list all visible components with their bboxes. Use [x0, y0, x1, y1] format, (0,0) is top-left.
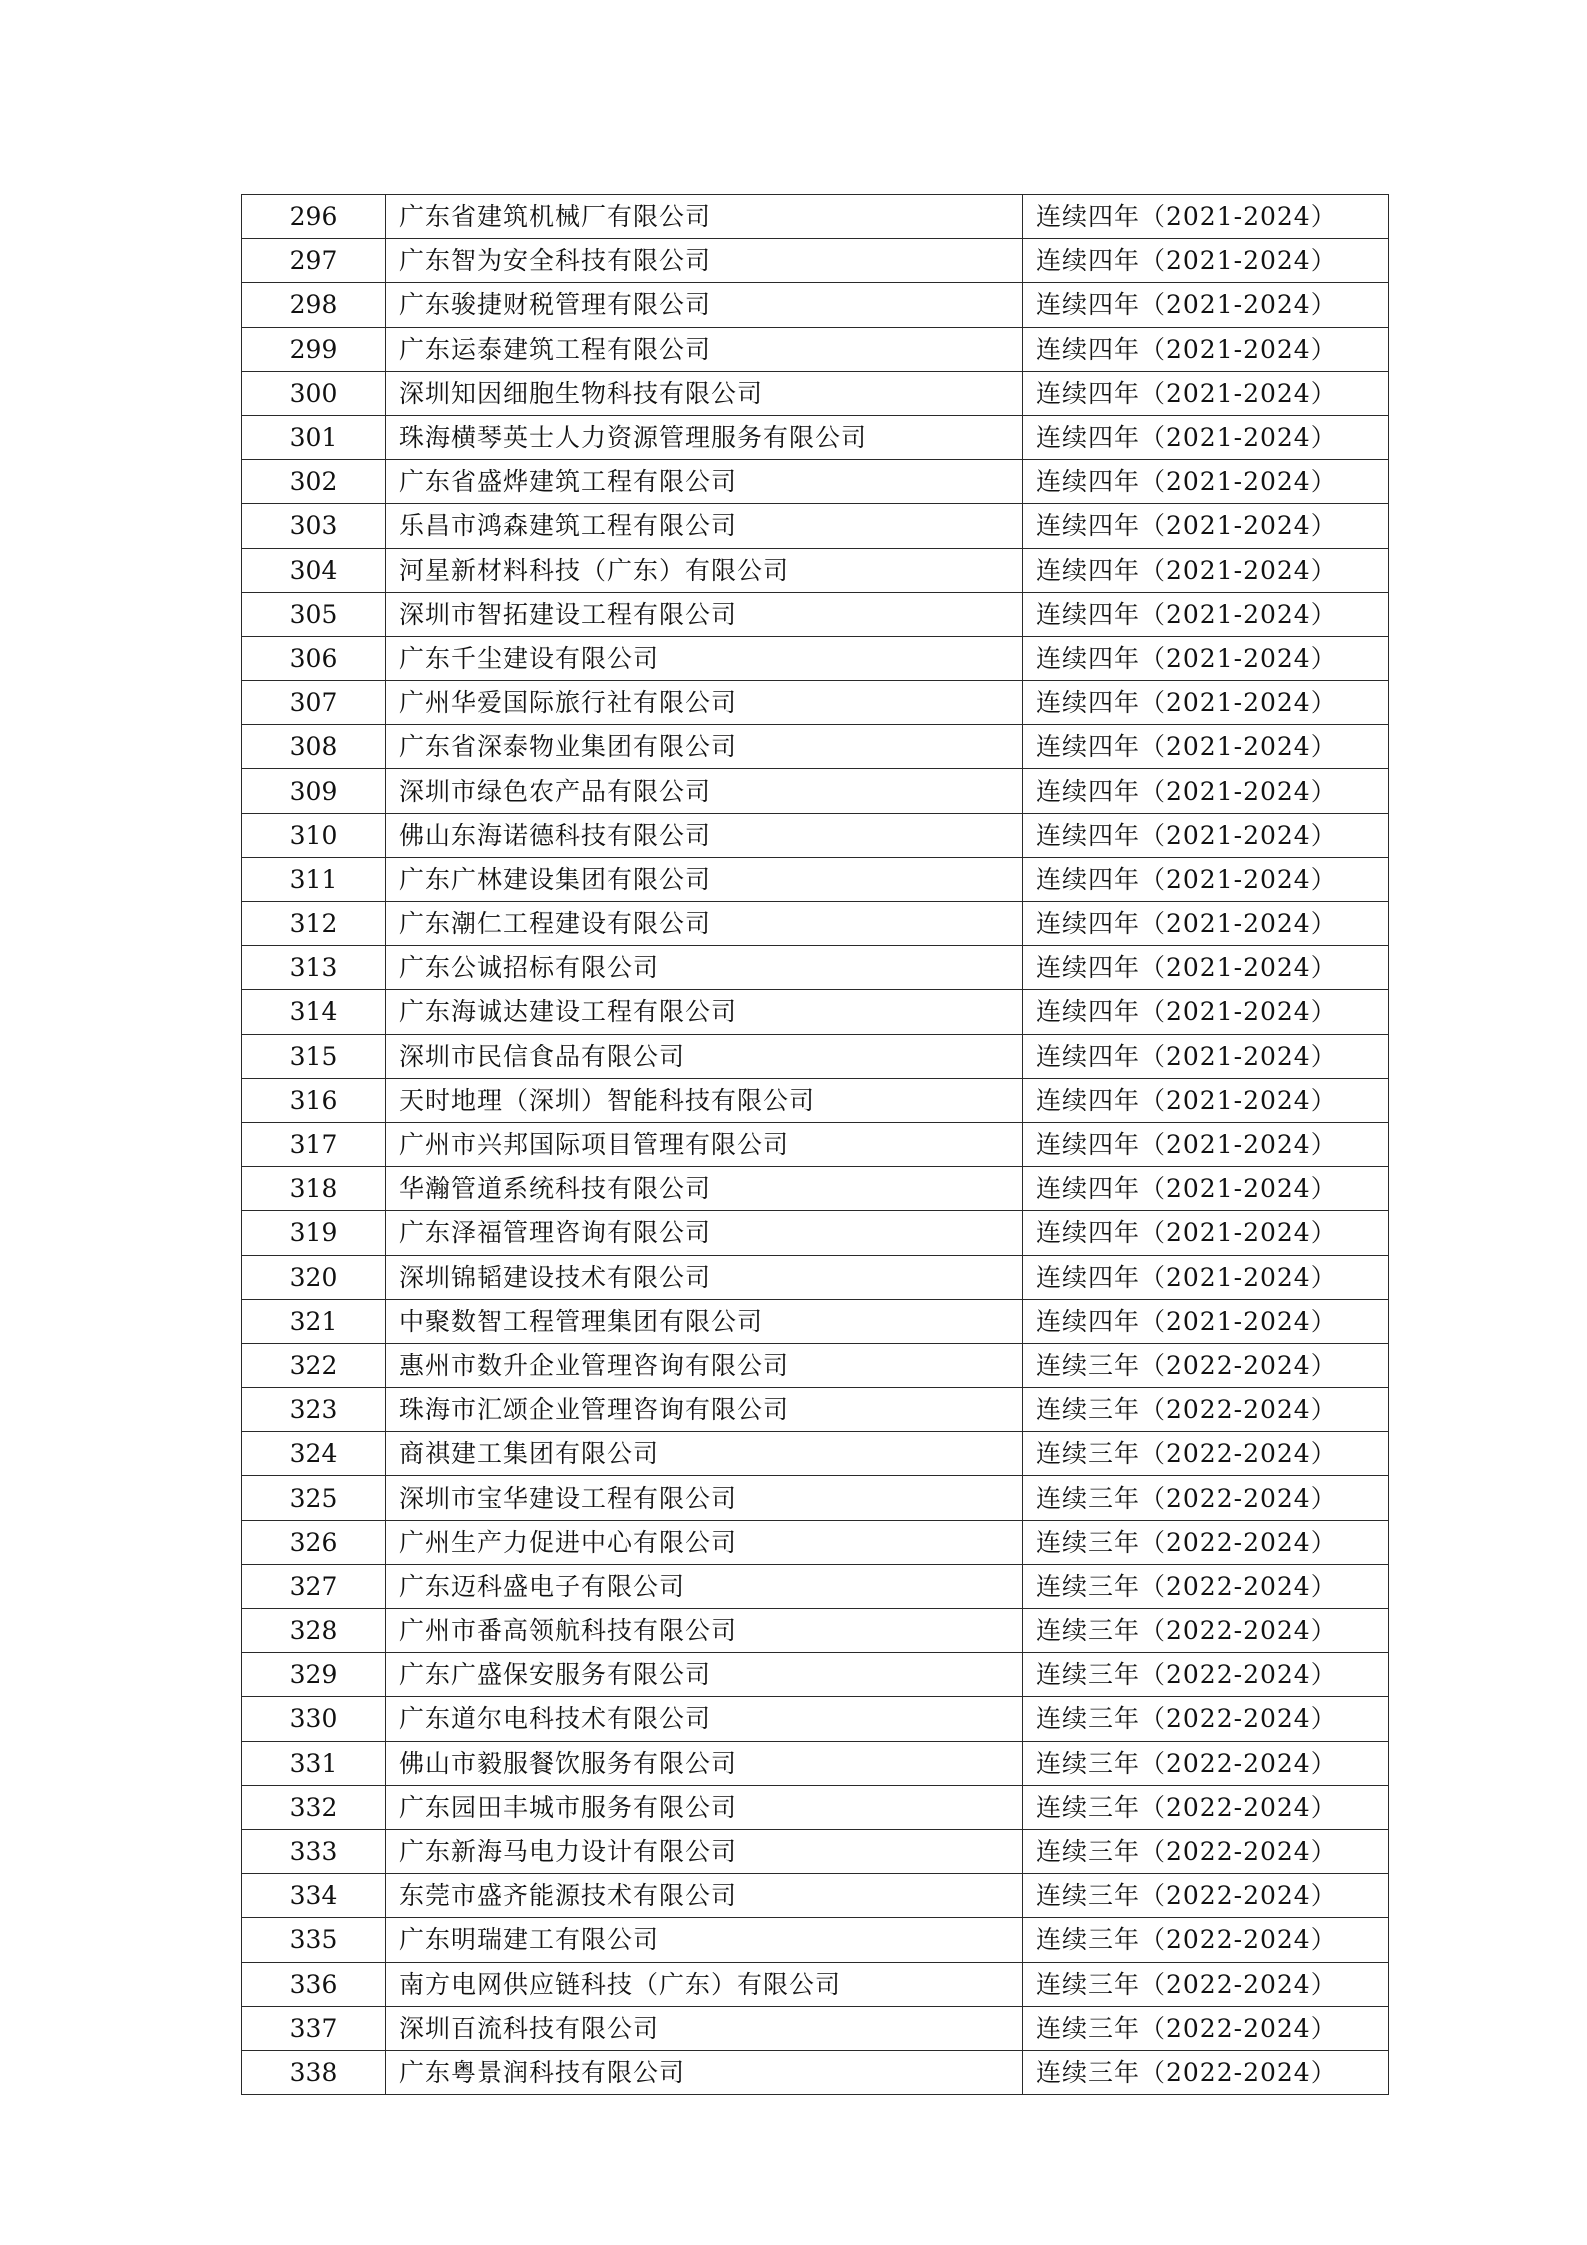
row-number-cell: 338 [242, 2050, 386, 2094]
table-row [242, 990, 1389, 1034]
row-number-cell: 331 [242, 1741, 386, 1785]
table-row [242, 1476, 1389, 1520]
award-status-cell: 连续四年（2021-2024） [1023, 769, 1389, 813]
award-status-cell: 连续四年（2021-2024） [1023, 636, 1389, 680]
table-row [242, 1653, 1389, 1697]
table-row [242, 1343, 1389, 1387]
company-name-cell: 广东省深泰物业集团有限公司 [386, 725, 1023, 769]
company-name-cell: 深圳市民信食品有限公司 [386, 1034, 1023, 1078]
company-name-cell: 广东省盛烨建筑工程有限公司 [386, 460, 1023, 504]
company-name-cell: 惠州市数升企业管理咨询有限公司 [386, 1343, 1023, 1387]
row-number-cell: 329 [242, 1653, 386, 1697]
row-number-cell: 308 [242, 725, 386, 769]
table-row [242, 1564, 1389, 1608]
row-number-cell: 315 [242, 1034, 386, 1078]
award-status-cell: 连续三年（2022-2024） [1023, 1918, 1389, 1962]
table-row [242, 504, 1389, 548]
row-number-cell: 297 [242, 239, 386, 283]
award-status-cell: 连续四年（2021-2024） [1023, 857, 1389, 901]
row-number-cell: 335 [242, 1918, 386, 1962]
award-status-cell: 连续四年（2021-2024） [1023, 283, 1389, 327]
row-number-cell: 305 [242, 592, 386, 636]
award-status-cell: 连续三年（2022-2024） [1023, 1962, 1389, 2006]
row-number-cell: 330 [242, 1697, 386, 1741]
award-status-cell: 连续四年（2021-2024） [1023, 813, 1389, 857]
company-name-cell: 深圳市绿色农产品有限公司 [386, 769, 1023, 813]
table-row [242, 283, 1389, 327]
table-row [242, 195, 1389, 239]
table-row [242, 1520, 1389, 1564]
company-name-cell: 广东新海马电力设计有限公司 [386, 1829, 1023, 1873]
table-body [242, 195, 1389, 2095]
table-row [242, 1299, 1389, 1343]
table-row [242, 1874, 1389, 1918]
row-number-cell: 323 [242, 1388, 386, 1432]
award-status-cell: 连续四年（2021-2024） [1023, 1034, 1389, 1078]
row-number-cell: 333 [242, 1829, 386, 1873]
award-status-cell: 连续三年（2022-2024） [1023, 1476, 1389, 1520]
company-name-cell: 深圳锦韬建设技术有限公司 [386, 1255, 1023, 1299]
company-name-cell: 广东明瑞建工有限公司 [386, 1918, 1023, 1962]
table-row [242, 725, 1389, 769]
company-name-cell: 乐昌市鸿森建筑工程有限公司 [386, 504, 1023, 548]
company-name-cell: 广东广盛保安服务有限公司 [386, 1653, 1023, 1697]
award-status-cell: 连续四年（2021-2024） [1023, 681, 1389, 725]
row-number-cell: 303 [242, 504, 386, 548]
row-number-cell: 301 [242, 415, 386, 459]
company-name-cell: 深圳百流科技有限公司 [386, 2006, 1023, 2050]
table-row [242, 1697, 1389, 1741]
table-row [242, 1741, 1389, 1785]
company-name-cell: 东莞市盛齐能源技术有限公司 [386, 1874, 1023, 1918]
award-status-cell: 连续四年（2021-2024） [1023, 1078, 1389, 1122]
company-name-cell: 深圳市智拓建设工程有限公司 [386, 592, 1023, 636]
table-row [242, 460, 1389, 504]
table-row [242, 1785, 1389, 1829]
row-number-cell: 324 [242, 1432, 386, 1476]
table-row [242, 548, 1389, 592]
award-status-cell: 连续四年（2021-2024） [1023, 1122, 1389, 1166]
award-status-cell: 连续四年（2021-2024） [1023, 415, 1389, 459]
row-number-cell: 334 [242, 1874, 386, 1918]
row-number-cell: 304 [242, 548, 386, 592]
row-number-cell: 298 [242, 283, 386, 327]
company-name-cell: 广东迈科盛电子有限公司 [386, 1564, 1023, 1608]
company-name-cell: 广州市番高领航科技有限公司 [386, 1609, 1023, 1653]
table-row [242, 1609, 1389, 1653]
row-number-cell: 336 [242, 1962, 386, 2006]
company-name-cell: 广东泽福管理咨询有限公司 [386, 1211, 1023, 1255]
table-row [242, 371, 1389, 415]
award-status-cell: 连续三年（2022-2024） [1023, 1564, 1389, 1608]
row-number-cell: 317 [242, 1122, 386, 1166]
table-row [242, 636, 1389, 680]
award-status-cell: 连续四年（2021-2024） [1023, 1211, 1389, 1255]
row-number-cell: 318 [242, 1167, 386, 1211]
row-number-cell: 319 [242, 1211, 386, 1255]
award-status-cell: 连续三年（2022-2024） [1023, 2050, 1389, 2094]
company-name-cell: 珠海横琴英士人力资源管理服务有限公司 [386, 415, 1023, 459]
award-status-cell: 连续三年（2022-2024） [1023, 1697, 1389, 1741]
company-name-cell: 广东广林建设集团有限公司 [386, 857, 1023, 901]
company-name-cell: 珠海市汇颂企业管理咨询有限公司 [386, 1388, 1023, 1432]
award-status-cell: 连续四年（2021-2024） [1023, 460, 1389, 504]
company-name-cell: 中聚数智工程管理集团有限公司 [386, 1299, 1023, 1343]
award-status-cell: 连续三年（2022-2024） [1023, 1653, 1389, 1697]
table-row [242, 1211, 1389, 1255]
company-name-cell: 广东潮仁工程建设有限公司 [386, 902, 1023, 946]
row-number-cell: 307 [242, 681, 386, 725]
company-name-cell: 河星新材料科技（广东）有限公司 [386, 548, 1023, 592]
row-number-cell: 311 [242, 857, 386, 901]
table-row [242, 1167, 1389, 1211]
company-name-cell: 南方电网供应链科技（广东）有限公司 [386, 1962, 1023, 2006]
company-name-cell: 广东道尔电科技术有限公司 [386, 1697, 1023, 1741]
award-status-cell: 连续三年（2022-2024） [1023, 1874, 1389, 1918]
company-name-cell: 广东粤景润科技有限公司 [386, 2050, 1023, 2094]
award-status-cell: 连续三年（2022-2024） [1023, 1388, 1389, 1432]
row-number-cell: 332 [242, 1785, 386, 1829]
company-name-cell: 天时地理（深圳）智能科技有限公司 [386, 1078, 1023, 1122]
award-status-cell: 连续三年（2022-2024） [1023, 2006, 1389, 2050]
table-row [242, 1078, 1389, 1122]
table-row [242, 327, 1389, 371]
company-name-cell: 广东海诚达建设工程有限公司 [386, 990, 1023, 1034]
award-status-cell: 连续三年（2022-2024） [1023, 1741, 1389, 1785]
table-row [242, 1255, 1389, 1299]
table-row [242, 946, 1389, 990]
company-name-cell: 广东千尘建设有限公司 [386, 636, 1023, 680]
table-row [242, 1829, 1389, 1873]
row-number-cell: 325 [242, 1476, 386, 1520]
table-row [242, 1034, 1389, 1078]
award-status-cell: 连续四年（2021-2024） [1023, 1255, 1389, 1299]
row-number-cell: 322 [242, 1343, 386, 1387]
company-name-cell: 华瀚管道系统科技有限公司 [386, 1167, 1023, 1211]
row-number-cell: 306 [242, 636, 386, 680]
award-status-cell: 连续三年（2022-2024） [1023, 1785, 1389, 1829]
row-number-cell: 321 [242, 1299, 386, 1343]
table-row [242, 902, 1389, 946]
row-number-cell: 314 [242, 990, 386, 1034]
company-name-cell: 广东骏捷财税管理有限公司 [386, 283, 1023, 327]
row-number-cell: 312 [242, 902, 386, 946]
row-number-cell: 299 [242, 327, 386, 371]
award-status-cell: 连续四年（2021-2024） [1023, 239, 1389, 283]
company-name-cell: 佛山市毅服餐饮服务有限公司 [386, 1741, 1023, 1785]
company-name-cell: 广州生产力促进中心有限公司 [386, 1520, 1023, 1564]
table-row [242, 592, 1389, 636]
company-name-cell: 商祺建工集团有限公司 [386, 1432, 1023, 1476]
table-row [242, 769, 1389, 813]
company-name-cell: 广东智为安全科技有限公司 [386, 239, 1023, 283]
row-number-cell: 326 [242, 1520, 386, 1564]
table-row [242, 239, 1389, 283]
table-row [242, 415, 1389, 459]
table-row [242, 1432, 1389, 1476]
table-row [242, 681, 1389, 725]
table-row [242, 2050, 1389, 2094]
award-status-cell: 连续三年（2022-2024） [1023, 1520, 1389, 1564]
row-number-cell: 320 [242, 1255, 386, 1299]
award-status-cell: 连续四年（2021-2024） [1023, 1299, 1389, 1343]
award-status-cell: 连续四年（2021-2024） [1023, 1167, 1389, 1211]
row-number-cell: 296 [242, 195, 386, 239]
award-status-cell: 连续四年（2021-2024） [1023, 725, 1389, 769]
company-name-cell: 深圳市宝华建设工程有限公司 [386, 1476, 1023, 1520]
row-number-cell: 309 [242, 769, 386, 813]
award-status-cell: 连续四年（2021-2024） [1023, 371, 1389, 415]
table-row [242, 813, 1389, 857]
company-name-cell: 广州华爱国际旅行社有限公司 [386, 681, 1023, 725]
award-status-cell: 连续四年（2021-2024） [1023, 548, 1389, 592]
row-number-cell: 313 [242, 946, 386, 990]
row-number-cell: 327 [242, 1564, 386, 1608]
table-row [242, 1918, 1389, 1962]
company-name-cell: 深圳知因细胞生物科技有限公司 [386, 371, 1023, 415]
row-number-cell: 328 [242, 1609, 386, 1653]
award-status-cell: 连续三年（2022-2024） [1023, 1609, 1389, 1653]
company-name-cell: 广东公诚招标有限公司 [386, 946, 1023, 990]
award-status-cell: 连续三年（2022-2024） [1023, 1829, 1389, 1873]
table-row [242, 1122, 1389, 1166]
table-row [242, 2006, 1389, 2050]
award-status-cell: 连续四年（2021-2024） [1023, 504, 1389, 548]
row-number-cell: 310 [242, 813, 386, 857]
award-status-cell: 连续四年（2021-2024） [1023, 946, 1389, 990]
table-row [242, 1962, 1389, 2006]
award-status-cell: 连续三年（2022-2024） [1023, 1343, 1389, 1387]
award-status-cell: 连续四年（2021-2024） [1023, 327, 1389, 371]
row-number-cell: 302 [242, 460, 386, 504]
award-status-cell: 连续四年（2021-2024） [1023, 990, 1389, 1034]
company-name-cell: 广州市兴邦国际项目管理有限公司 [386, 1122, 1023, 1166]
company-name-cell: 广东省建筑机械厂有限公司 [386, 195, 1023, 239]
company-list-table [241, 194, 1389, 2095]
company-name-cell: 广东运泰建筑工程有限公司 [386, 327, 1023, 371]
table-row [242, 857, 1389, 901]
award-status-cell: 连续四年（2021-2024） [1023, 195, 1389, 239]
award-status-cell: 连续四年（2021-2024） [1023, 902, 1389, 946]
table-row [242, 1388, 1389, 1432]
row-number-cell: 337 [242, 2006, 386, 2050]
award-status-cell: 连续四年（2021-2024） [1023, 592, 1389, 636]
company-name-cell: 广东园田丰城市服务有限公司 [386, 1785, 1023, 1829]
award-status-cell: 连续三年（2022-2024） [1023, 1432, 1389, 1476]
row-number-cell: 316 [242, 1078, 386, 1122]
row-number-cell: 300 [242, 371, 386, 415]
company-name-cell: 佛山东海诺德科技有限公司 [386, 813, 1023, 857]
